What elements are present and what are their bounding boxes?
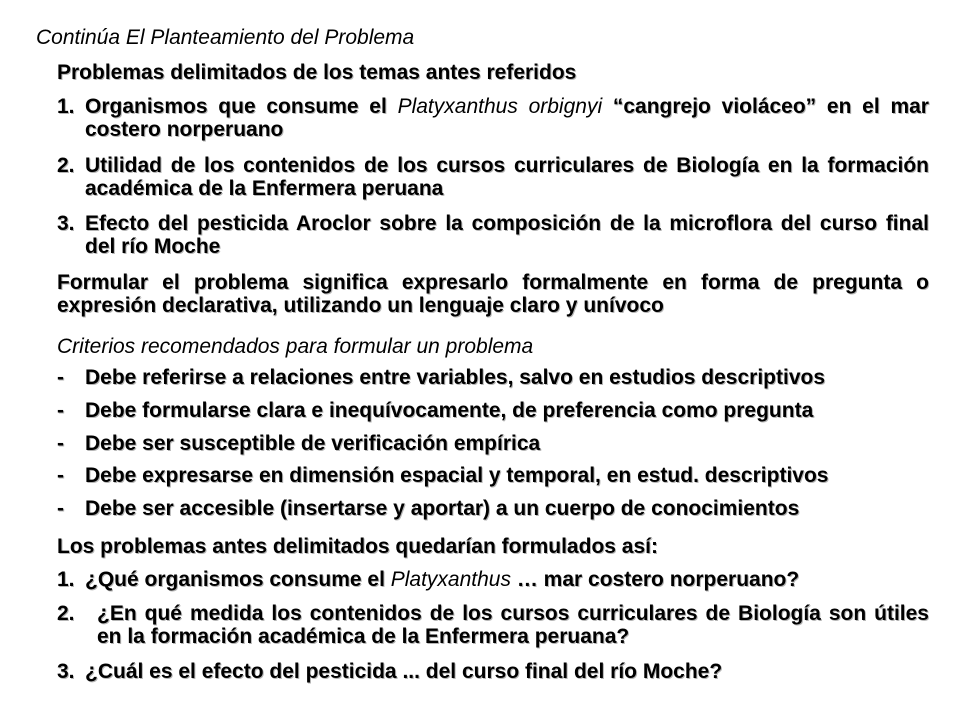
item-text: Debe expresarse en dimensión espacial y temporal, en estud. descriptivos: [85, 464, 829, 487]
bullet-dash: -: [57, 366, 64, 389]
formulated-item-3: [57, 660, 929, 683]
item-number: 3.: [57, 212, 75, 235]
item-text: Utilidad de los contenidos de los cursos curriculares de Biología en la formación académica de la Enfermera peruana: [85, 154, 929, 200]
criteria-item-3: [57, 432, 929, 455]
item-number: 3.: [57, 660, 75, 683]
criteria-item-5: [57, 497, 929, 520]
problem-item-3: [57, 212, 929, 258]
item-text: Debe ser susceptible de verificación empírica: [85, 432, 541, 455]
species-name: Platyxanthus orbignyi: [397, 95, 603, 118]
item-number: 1.: [57, 568, 75, 591]
criteria-item-4: [57, 464, 929, 487]
item-text: Debe referirse a relaciones entre variables, salvo en estudios descriptivos: [85, 366, 826, 389]
section-heading: Problemas delimitados de los temas antes referidos: [57, 61, 577, 84]
bullet-dash: -: [57, 432, 64, 455]
criteria-item-1: [57, 366, 929, 389]
slide-title: Continúa El Planteamiento del Problema: [36, 26, 415, 49]
item-number: 1.: [57, 95, 75, 118]
formulated-item-2: [57, 602, 929, 648]
problem-item-1: [57, 95, 929, 141]
bullet-dash: -: [57, 464, 64, 487]
item-number: 2.: [57, 154, 75, 177]
formulated-heading: Los problemas antes delimitados quedarían formulados así:: [57, 535, 658, 558]
formulated-item-1: [57, 568, 929, 591]
problem-item-2: [57, 154, 929, 200]
bullet-dash: -: [57, 497, 64, 520]
definition-paragraph: Formular el problema significa expresarlo formalmente en forma de pregunta o expresión declarativa, utilizando un lenguaje claro y unívoco: [57, 271, 929, 317]
criteria-item-2: [57, 399, 929, 422]
species-name: Platyxanthus: [390, 568, 511, 591]
item-text: Debe ser accesible (insertarse y aportar) a un cuerpo de conocimientos: [85, 497, 800, 520]
item-text: ¿Qué organismos consume el Platyxanthus … mar costero norperuano?: [85, 568, 800, 591]
item-text: Organismos que consume el Platyxanthus orbignyi “cangrejo violáceo” en el mar costero norperuano: [85, 95, 929, 141]
item-text: ¿En qué medida los contenidos de los cursos curriculares de Biología son útiles en la formación académica de la Enfermera peruana?: [97, 602, 929, 648]
item-text: Efecto del pesticida Aroclor sobre la composición de la microflora del curso final del río Moche: [85, 212, 929, 258]
bullet-dash: -: [57, 399, 64, 422]
criteria-heading: Criterios recomendados para formular un problema: [57, 335, 534, 358]
item-text: Debe formularse clara e inequívocamente, de preferencia como pregunta: [85, 399, 814, 422]
item-number: 2.: [57, 602, 75, 625]
item-text: ¿Cuál es el efecto del pesticida ... del curso final del río Moche?: [85, 660, 723, 683]
